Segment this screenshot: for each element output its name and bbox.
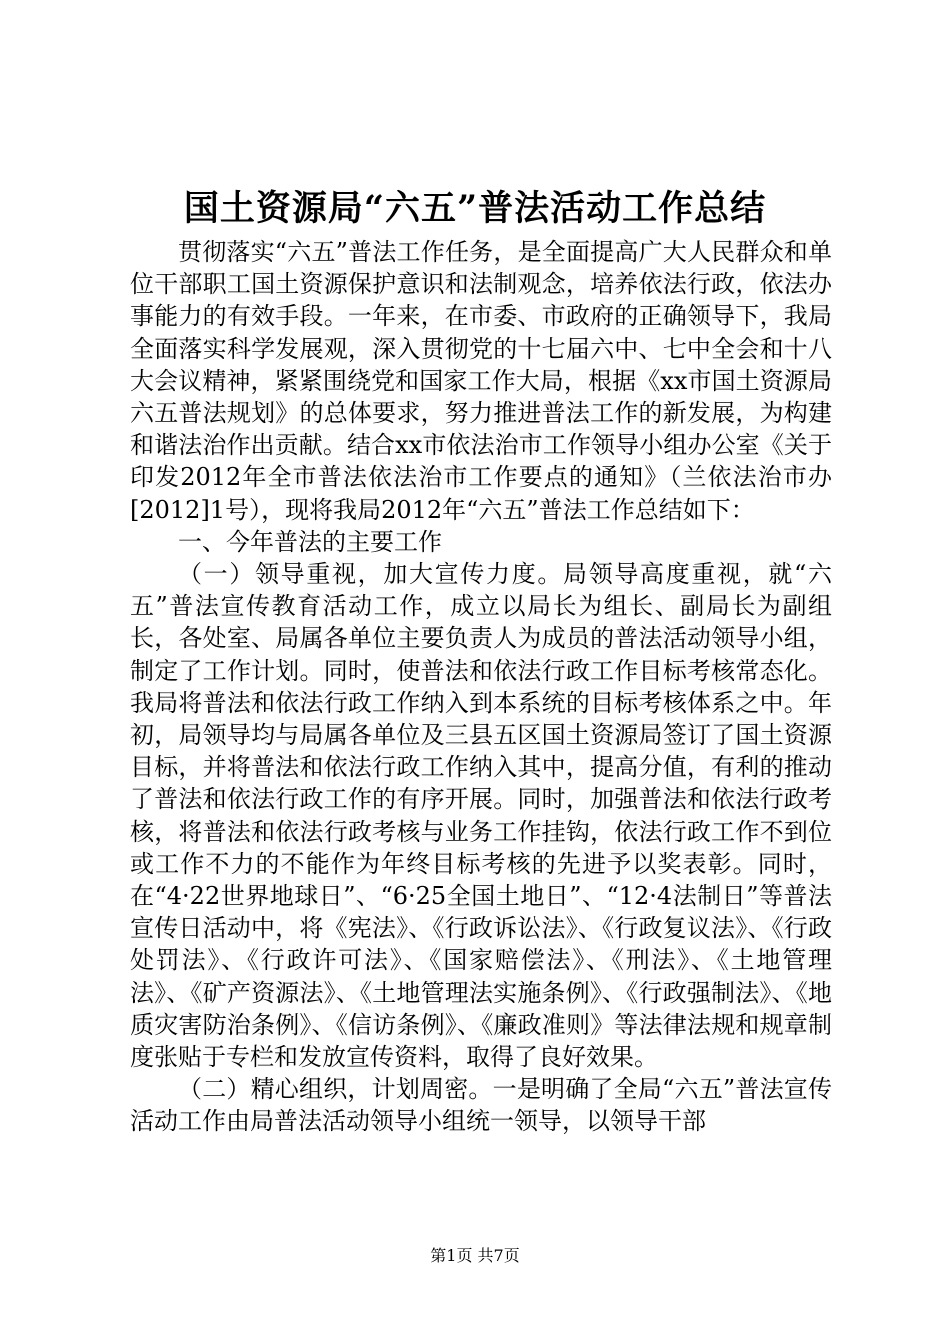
document-title: 国土资源局“六五”普法活动工作总结	[183, 188, 767, 229]
document-body	[130, 236, 832, 1138]
paragraph-intro: 贯彻落实“六五”普法工作任务，是全面提高广大人民群众和单位干部职工国土资源保护意识和法制观念，培养依法行政，依法办事能力的有效手段。一年来，在市委、市政府的正确领导下，我局全面落实科学发展观，深入贯彻党的十七届六中、七中全会和十八大会议精神，紧紧围绕党和国家工作大局，根据《xx市国土资源局六五普法规划》的总体要求，努力推进普法工作的新发展，为构建和谐法治作出贡献。结合xx市依法治市工作领导小组办公室《关于印发2012年全市普法依法治市工作要点的通知》（兰依法治市办[2012]1号），现将我局2012年“六五”普法工作总结如下：	[130, 238, 832, 524]
paragraph-section-2: （二）精心组织，计划周密。一是明确了全局“六五”普法宣传活动工作由局普法活动领导小组统一领导，以领导干部	[130, 1075, 832, 1136]
section-heading: 一、今年普法的主要工作	[178, 527, 442, 556]
page-number-footer: 第1页 共7页	[430, 1246, 520, 1265]
paragraph-section-1: （一）领导重视，加大宣传力度。局领导高度重视，就“六五”普法宣传教育活动工作，成立以局长为组长、副局长为副组长，各处室、局属各单位主要负责人为成员的普法活动领导小组，制定了工作计划。同时，使普法和依法行政工作目标考核常态化。我局将普法和依法行政工作纳入到本系统的目标考核体系之中。年初，局领导均与局属各单位及三县五区国土资源局签订了国土资源目标，并将普法和依法行政工作纳入其中，提高分值，有利的推动了普法和依法行政工作的有序开展。同时，加强普法和依法行政考核，将普法和依法行政考核与业务工作挂钩，依法行政工作不到位或工作不力的不能作为年终目标考核的先进予以奖表彰。同时，在“4·22世界地球日”、“6·25全国土地日”、“12·4法制日”等普法宣传日活动中，将《宪法》、《行政诉讼法》、《行政复议法》、《行政处罚法》、《行政许可法》、《国家赔偿法》、《刑法》、《土地管理法》、《矿产资源法》、《土地管理法实施条例》、《行政强制法》、《地质灾害防治条例》、《信访条例》、《廉政准则》等法律法规和规章制度张贴于专栏和发放宣传资料，取得了良好效果。	[130, 560, 832, 1072]
